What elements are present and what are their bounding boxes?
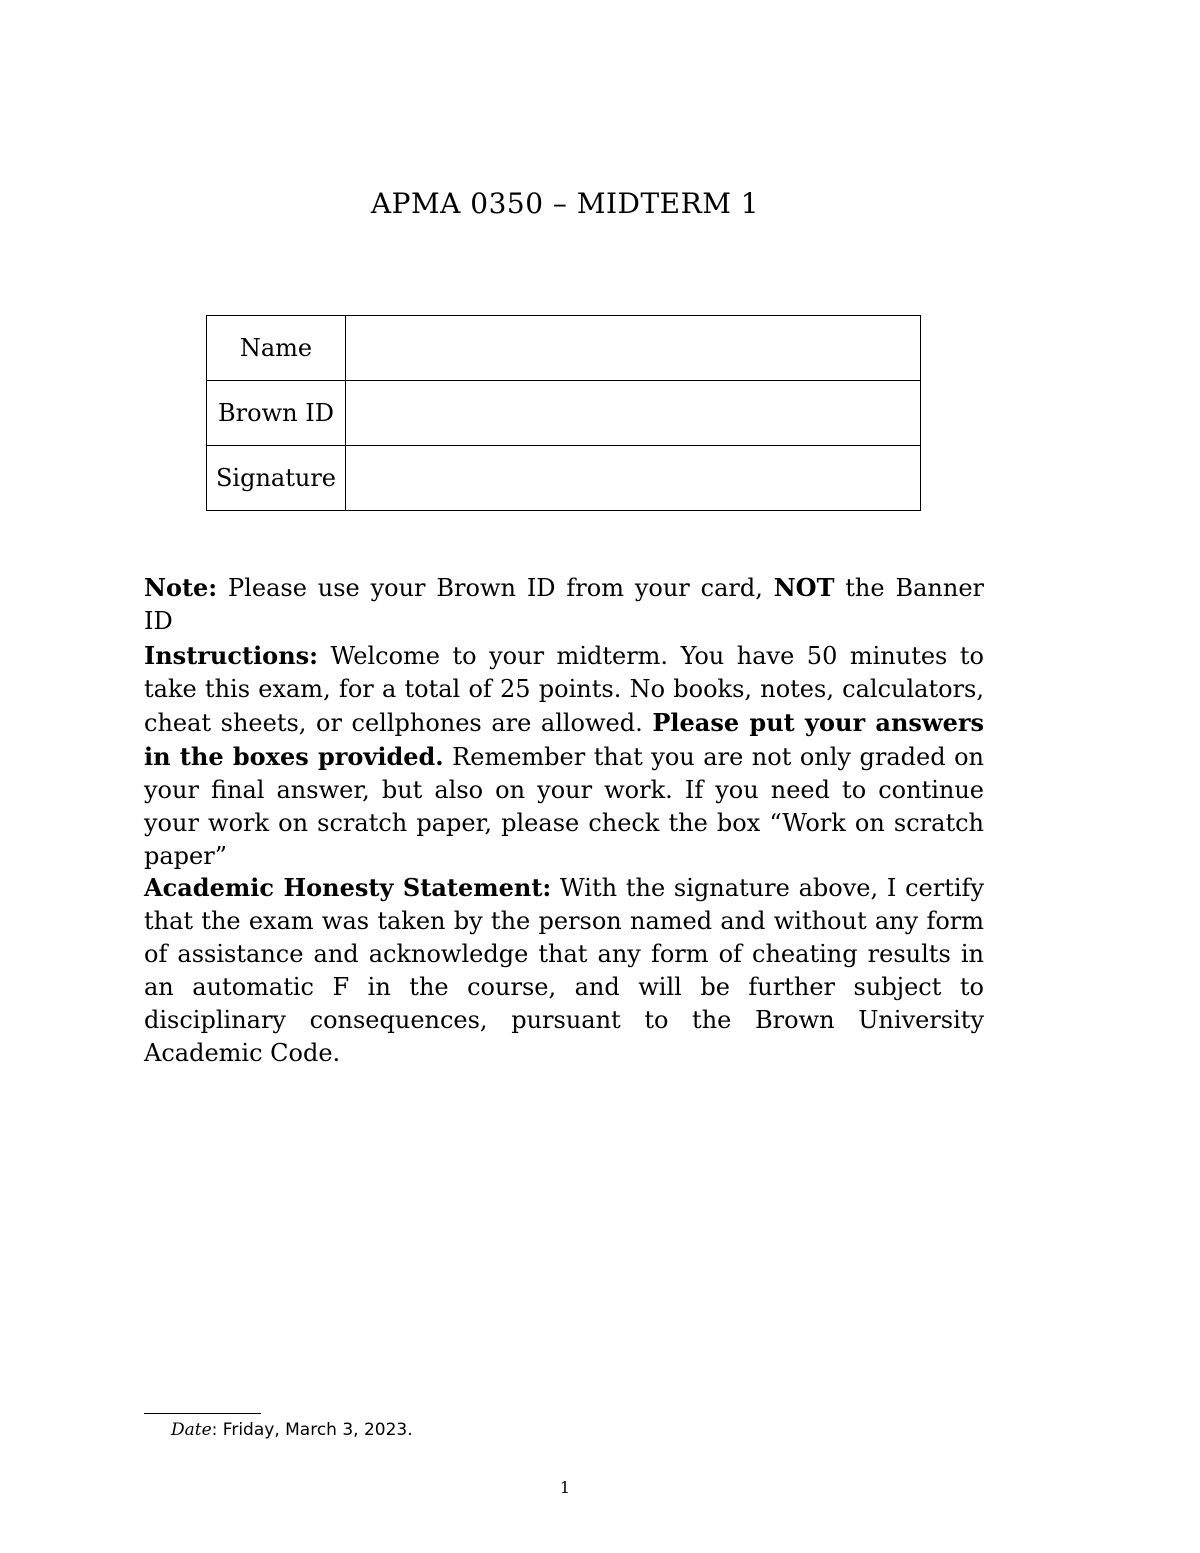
signature-label: Signature	[207, 446, 346, 511]
page-number: 1	[559, 1478, 571, 1497]
signature-field[interactable]	[346, 446, 921, 511]
note-text-after: the Banner ID	[144, 574, 984, 635]
name-field[interactable]	[346, 316, 921, 381]
note-paragraph	[144, 571, 984, 638]
footnote-label: Date	[171, 1420, 212, 1440]
table-row	[207, 381, 921, 446]
honesty-heading: Academic Honesty Statement:	[144, 873, 552, 902]
name-label: Name	[207, 316, 346, 381]
instructions-paragraph	[144, 639, 984, 873]
brown-id-field[interactable]	[346, 381, 921, 446]
honesty-paragraph	[144, 871, 984, 1070]
student-info-table	[206, 315, 921, 511]
instructions-text-after: Remember that you are not only graded on your final answer, but also on your work. If you need to continue your work on scratch paper, please check the box “Work on scratch paper”	[144, 743, 985, 870]
note-text-before: Please use your Brown ID from your card,	[217, 574, 774, 602]
footnote-text: : Friday, March 3, 2023.	[211, 1420, 413, 1440]
table-row	[207, 446, 921, 511]
instructions-text-before: Welcome to your midterm. You have 50 minutes to take this exam, for a total of 25 points. No books, notes, calculators, cheat sheets, or cellphones are allowed.	[144, 642, 984, 737]
brown-id-label: Brown ID	[207, 381, 346, 446]
exam-title: APMA 0350 – MIDTERM 1	[370, 187, 760, 220]
instructions-emphasis: Please put your answers in the boxes provided.	[144, 708, 985, 771]
note-heading: Note:	[144, 573, 218, 602]
date-footnote	[171, 1420, 413, 1440]
footnote-rule	[144, 1413, 261, 1414]
note-emphasis: NOT	[773, 573, 835, 602]
honesty-text: With the signature above, I certify that the exam was taken by the person named and without any form of assistance and acknowledge that any form of cheating results in an automatic F in the course, and will be further subject to disciplinary consequences, pursuant to the Brown University Academic Code.	[144, 874, 984, 1067]
instructions-heading: Instructions:	[144, 641, 319, 670]
table-row	[207, 316, 921, 381]
